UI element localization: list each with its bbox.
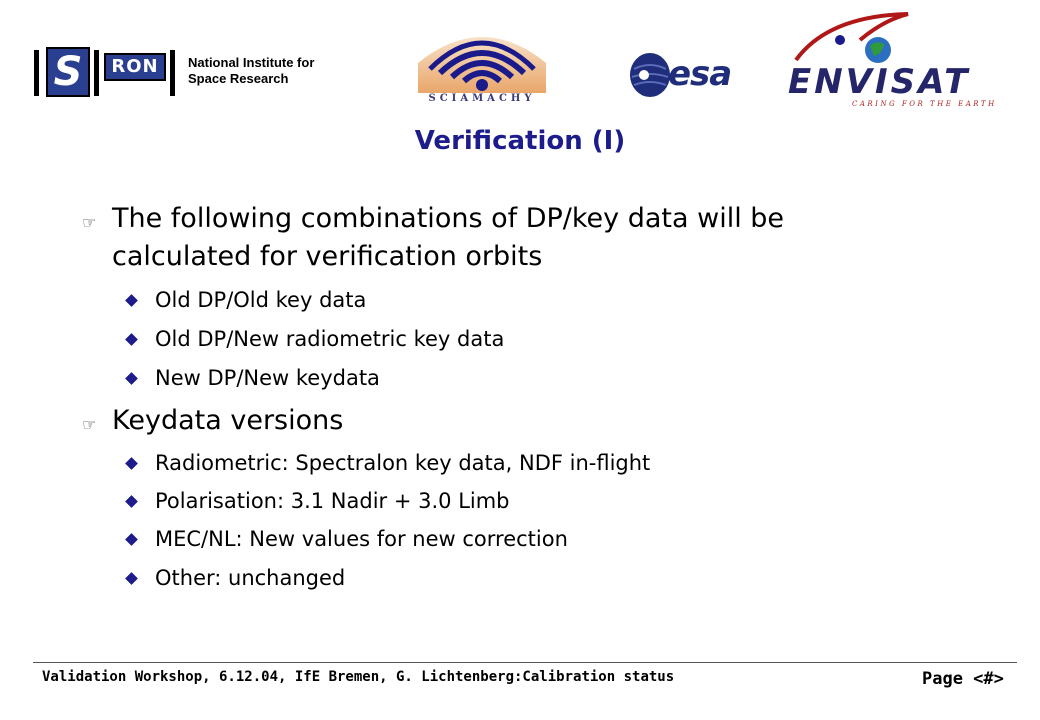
sron-logo-ron: RON [104,53,166,81]
envisat-tagline: CARING FOR THE EARTH [852,100,997,108]
sub-bullet [155,449,915,477]
diamond-bullet-icon [125,533,138,546]
logo-bar [94,50,99,96]
bullet-text-line-2: calculated for verification orbits [112,241,543,272]
institute-line-1: National Institute for [188,55,315,70]
sciamachy-logo-text: SCIAMACHY [428,93,536,104]
esa-globe-icon [628,51,672,99]
diamond-bullet-icon [125,294,138,307]
bullet-text-line-1: Keydata versions [112,405,344,436]
sciamachy-emblem-icon [416,15,548,95]
diamond-bullet-icon [125,372,138,385]
page-number: Page <#> [922,669,1004,689]
footer-divider [33,662,1017,663]
sub-bullet-text: Old DP/Old key data [155,288,367,312]
logo-bar [170,50,175,96]
sub-bullet-text: Radiometric: Spectralon key data, NDF in-flight [155,451,651,475]
sub-bullet-text: Other: unchanged [155,566,346,590]
bullet-keydata-versions [82,402,912,440]
diamond-bullet-icon [125,572,138,585]
envisat-orbit-icon [788,10,978,65]
logo-bar [34,50,39,96]
bullet-text-line-1: The following combinations of DP/key data will be [112,203,785,234]
sub-bullet [155,325,915,353]
bullet-combinations [82,200,912,276]
pointing-hand-icon: ☞ [82,213,97,232]
sron-logo [34,47,179,99]
sub-bullet-text: MEC/NL: New values for new correction [155,527,568,551]
pointing-hand-icon: ☞ [82,415,97,434]
envisat-logo-text: ENVISAT [788,62,971,102]
sub-bullet-text: Polarisation: 3.1 Nadir + 3.0 Limb [155,489,510,513]
sub-bullet-text: Old DP/New radiometric key data [155,327,505,351]
esa-logo [628,50,748,100]
sron-logo-s: S [46,47,90,97]
sub-bullet-text: New DP/New keydata [155,366,380,390]
envisat-logo [788,10,997,108]
sub-bullet [155,525,915,553]
sub-bullet [155,286,915,314]
diamond-bullet-icon [125,333,138,346]
slide-title: Verification (I) [414,126,626,156]
sciamachy-logo [416,15,548,105]
footer-text: Validation Workshop, 6.12.04, IfE Bremen, G. Lichtenberg:Calibration status [42,669,675,685]
institute-line-2: Space Research [188,71,289,86]
sub-bullet [155,487,915,515]
diamond-bullet-icon [125,495,138,508]
esa-logo-text: esa [668,54,732,94]
sub-bullet [155,564,915,592]
institute-name [188,55,348,87]
diamond-bullet-icon [125,457,138,470]
sub-bullet [155,364,915,392]
